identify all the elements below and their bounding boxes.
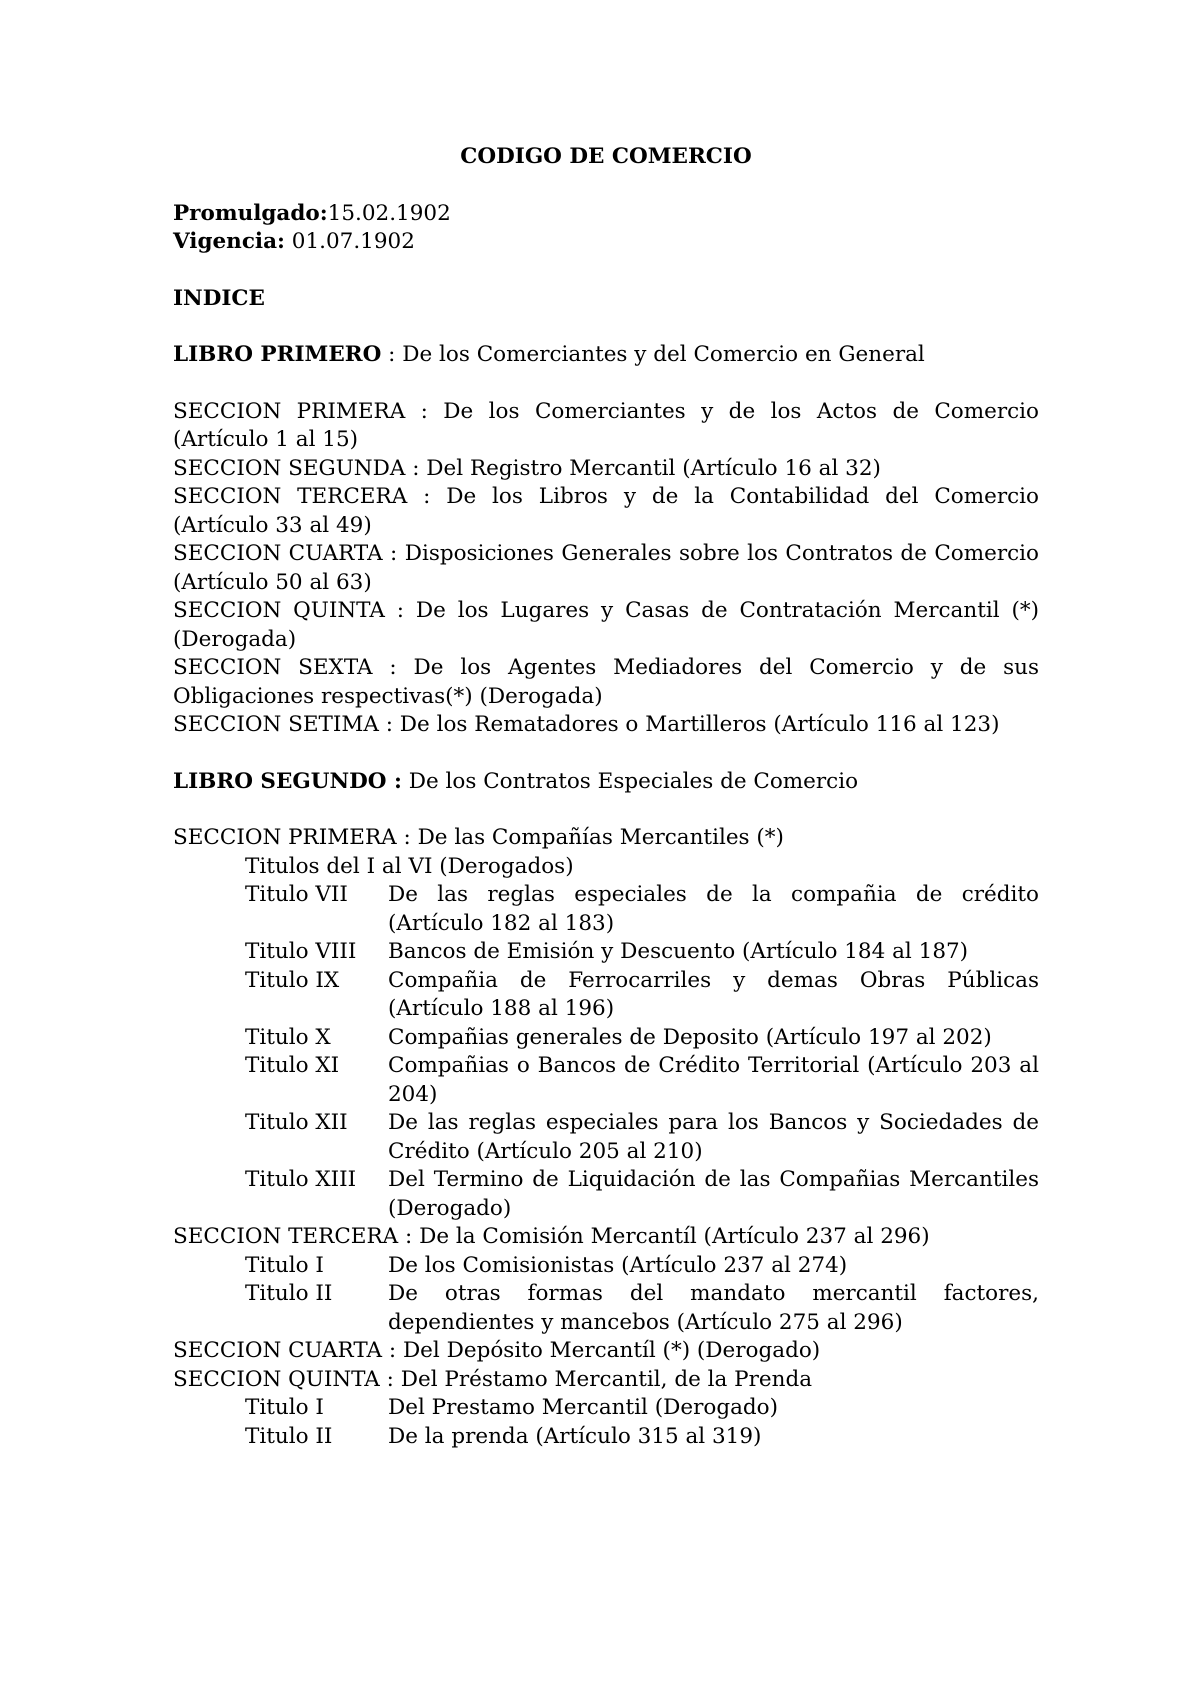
spacer xyxy=(173,313,1039,341)
titulo-number: Titulo VIII xyxy=(245,939,357,964)
vigencia-label: Vigencia: xyxy=(173,229,285,254)
vigencia-line xyxy=(173,228,1039,257)
titulo-number: Titulo II xyxy=(245,1281,333,1306)
titulo-entry xyxy=(173,1166,1039,1223)
titulo-text: Del Termino de Liquidación de las Compañias Mercantiles (Derogado) xyxy=(388,1167,1039,1221)
spacer xyxy=(173,796,1039,824)
document-title: CODIGO DE COMERCIO xyxy=(460,144,752,169)
promulgado-label: Promulgado: xyxy=(173,200,328,226)
titulo-number: Titulo I xyxy=(245,1395,324,1420)
titulo-entry xyxy=(173,1252,1039,1281)
libro-primero-seccion-segunda: SECCION SEGUNDA : Del Registro Mercantil (Artículo 16 al 32) xyxy=(173,455,881,481)
titulo-text: De la prenda (Artículo 315 al 319) xyxy=(388,1423,762,1449)
titulo-text: Del Prestamo Mercantil (Derogado) xyxy=(388,1395,778,1420)
titulo-text: De las reglas especiales para los Bancos y Sociedades de Crédito (Artículo 205 al 210) xyxy=(388,1110,1039,1164)
titulo-entry xyxy=(173,1052,1039,1109)
titulo-text: De las reglas especiales de la compañia de crédito (Artículo 182 al 183) xyxy=(388,882,1039,936)
spacer xyxy=(173,370,1039,398)
libro-segundo-seccion-tercera: SECCION TERCERA : De la Comisión Mercantíl (Artículo 237 al 296) xyxy=(173,1224,930,1249)
titulo-number: Titulo XII xyxy=(245,1110,348,1135)
titulo-text: Compañia de Ferrocarriles y demas Obras Públicas (Artículo 188 al 196) xyxy=(388,967,1039,1021)
promulgado-value: 15.02.1902 xyxy=(327,200,451,226)
index-heading: INDICE xyxy=(173,285,265,311)
titulo-text: Compañias generales de Deposito (Artículo 197 al 202) xyxy=(388,1024,992,1050)
titulo-entry xyxy=(173,967,1039,1024)
libro-segundo-seccion-cuarta: SECCION CUARTA : Del Depósito Mercantíl (*) (Derogado) xyxy=(173,1338,821,1363)
libro-segundo-seccion-primera: SECCION PRIMERA : De las Compañías Mercantiles (*) xyxy=(173,825,784,850)
titulo-text: Compañias o Bancos de Crédito Territorial (Artículo 203 al 204) xyxy=(388,1053,1039,1107)
libro-segundo-heading xyxy=(173,768,1039,797)
libro-primero-label: LIBRO PRIMERO xyxy=(173,342,382,367)
libro-primero-seccion-primera: SECCION PRIMERA : De los Comerciantes y de los Actos de Comercio (Artículo 1 al 15) xyxy=(173,398,1039,452)
titulo-number: Titulo I xyxy=(245,1252,324,1278)
titulo-number: Titulo VII xyxy=(245,882,348,907)
spacer xyxy=(173,740,1039,768)
promulgado-line xyxy=(173,200,1039,229)
titulo-text: De los Comisionistas (Artículo 237 al 274) xyxy=(388,1252,848,1278)
titulo-text: Bancos de Emisión y Descuento (Artículo 184 al 187) xyxy=(388,939,969,964)
titulo-number: Titulo XIII xyxy=(245,1167,357,1192)
titulo-entry xyxy=(173,1280,1039,1337)
titulo-entry xyxy=(173,881,1039,938)
libro-segundo-seccion-quinta: SECCION QUINTA : Del Préstamo Mercantil, de la Prenda xyxy=(173,1366,813,1392)
document-content xyxy=(173,143,1039,1451)
libro-primero-seccion-tercera: SECCION TERCERA : De los Libros y de la Contabilidad del Comercio (Artículo 33 al 49) xyxy=(173,484,1039,538)
titulo-entry xyxy=(173,938,1039,967)
titulo-entry xyxy=(173,1423,1039,1452)
libro-segundo-label: LIBRO SEGUNDO : xyxy=(173,768,402,794)
libro-primero-seccion-sexta: SECCION SEXTA : De los Agentes Mediadores del Comercio y de sus Obligaciones respectivas(*) (Derogada) xyxy=(173,655,1039,709)
libro-segundo-text: De los Contratos Especiales de Comercio xyxy=(401,768,859,794)
vigencia-value: 01.07.1902 xyxy=(291,229,415,254)
titulo-number: Titulo XI xyxy=(245,1053,340,1078)
titulo-number: Titulo IX xyxy=(245,967,340,993)
libro-primero-heading xyxy=(173,341,1039,370)
spacer xyxy=(173,257,1039,285)
libro-primero-text: : De los Comerciantes y del Comercio en General xyxy=(381,342,925,367)
titulo-text: De otras formas del mandato mercantil factores, dependientes y mancebos (Artículo 275 al 296) xyxy=(388,1281,1039,1335)
titulo-entry xyxy=(173,1024,1039,1053)
libro-primero-seccion-cuarta: SECCION CUARTA : Disposiciones Generales sobre los Contratos de Comercio (Artículo 50 al 63) xyxy=(173,541,1039,595)
libro-primero-seccion-quinta: SECCION QUINTA : De los Lugares y Casas de Contratación Mercantil (*)(Derogada) xyxy=(173,598,1039,652)
titulos-derogados: Titulos del I al VI (Derogados) xyxy=(245,853,574,879)
titulo-number: Titulo X xyxy=(245,1024,331,1050)
titulo-number: Titulo II xyxy=(245,1423,333,1449)
libro-primero-seccion-setima: SECCION SETIMA : De los Rematadores o Martilleros (Artículo 116 al 123) xyxy=(173,712,1000,737)
titulo-entry xyxy=(173,1394,1039,1423)
titulo-entry xyxy=(173,1109,1039,1166)
